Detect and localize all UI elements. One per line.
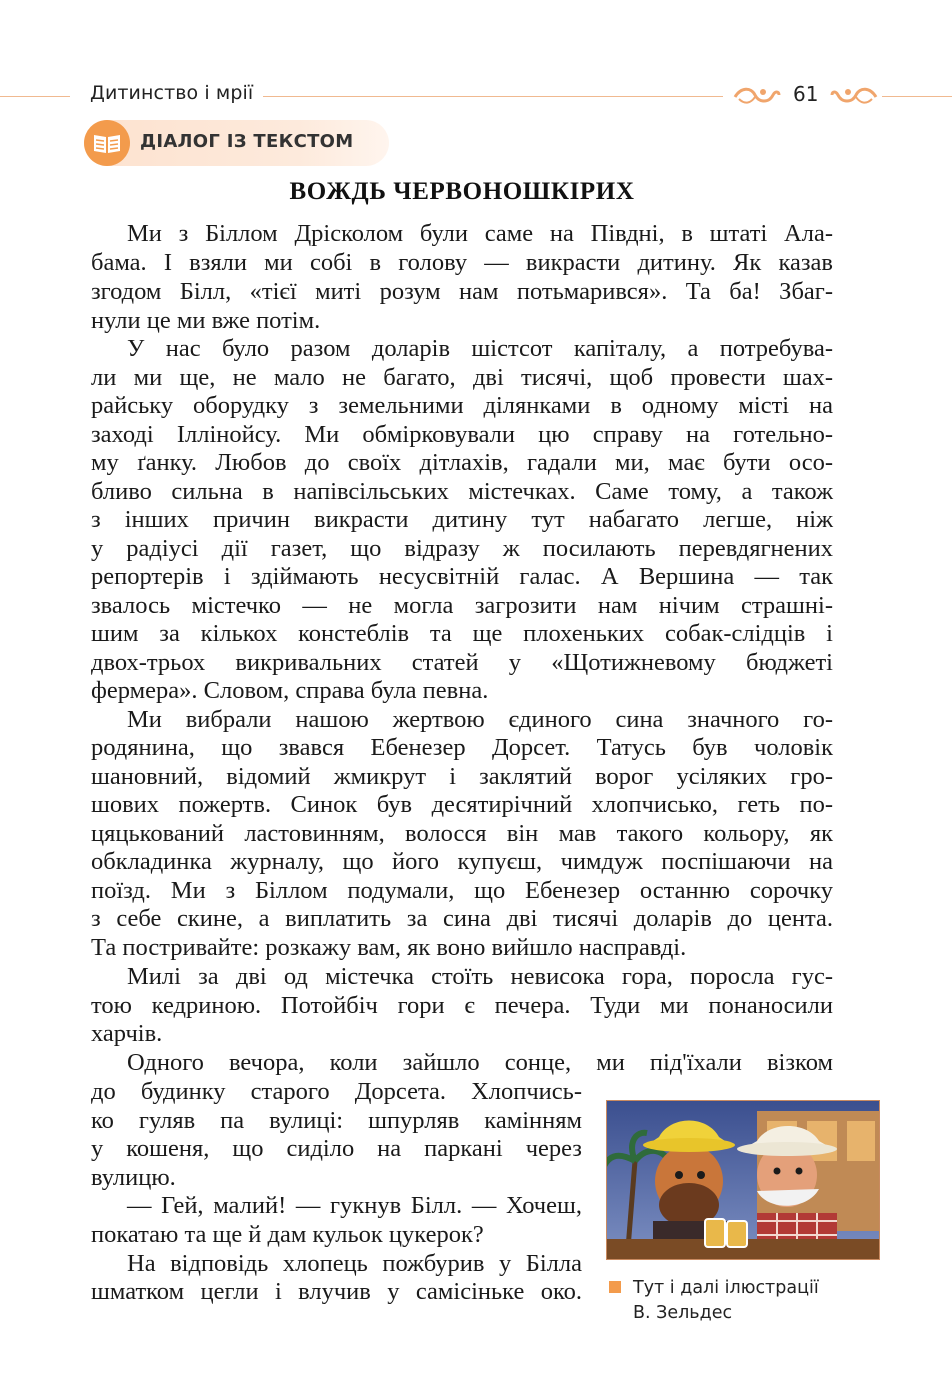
text-line: репортерів і здіймають несусвітній галас. А Вершина — так (91, 563, 833, 590)
text-line: Ми вибрали нашою жертвою єдиного сина значного го- (127, 706, 833, 733)
text-line: шових пожертв. Синок був десятирічний хлопчисько, геть по- (91, 791, 833, 818)
caption-marker (609, 1281, 621, 1293)
page-number: 61 (793, 82, 819, 106)
text-line: Та постривайте: розкажу вам, як воно вийшло насправді. (91, 934, 687, 961)
text-line: поїзд. Ми з Біллом подумали, що Ебенезер останню сорочку (91, 877, 833, 904)
text-line: У нас було разом доларів шістсот капіталу, а потребува- (127, 335, 833, 362)
text-line: му ґанку. Любов до своїх дітлахів, гадали ми, має бути осо- (91, 449, 833, 476)
text-line: Одного вечора, коли зайшло сонце, ми під'їхали візком (127, 1049, 833, 1076)
ornament-right-icon (830, 83, 878, 107)
text-line: шматком цегли і влучив у самісіньке око. (91, 1278, 582, 1305)
text-line: — Гей, малий! — гукнув Білл. — Хочеш, (127, 1192, 582, 1219)
text-line: з інших причин викрасти дитину тут набагато легше, ніж (91, 506, 833, 533)
text-line: фермера». Словом, справа була певна. (91, 677, 489, 704)
text-line: бама. І взяли ми собі в голову — викрасти дитину. Як казав (91, 249, 833, 276)
text-line: Милі за дві од містечка стоїть невисока гора, поросла гус- (127, 963, 833, 990)
text-line: шановний, відомий жмикрут і заклятий ворог усіляких гро- (91, 763, 833, 790)
text-line: звалось містечко — не могла загрозити нам нічим страшні- (91, 592, 833, 619)
text-line: обкладинка журналу, що його купуєш, чимдуж поспішаючи на (91, 848, 833, 875)
header-rule-right (882, 96, 952, 97)
text-line: двох-трьох викривальних статей у «Щотижневому бюджеті (91, 649, 833, 676)
text-line: покатаю та ще й дам кульок цукерок? (91, 1221, 484, 1248)
ornament-left-icon (733, 83, 781, 107)
text-line: у кошеня, що сиділо на паркані через (91, 1135, 582, 1162)
header-rule-left (0, 96, 70, 97)
text-line: вулицю. (91, 1164, 176, 1191)
text-line: у радіусі дії газет, що відразу ж посилають перевдягнених (91, 535, 833, 562)
header-rule-middle (263, 96, 723, 97)
section-banner-label: ДІАЛОГ ІЗ ТЕКСТОМ (140, 131, 354, 152)
text-line: до будинку старого Дорсета. Хлопчись- (91, 1078, 582, 1105)
text-line: тою кедриною. Потойбіч гори є печера. Туди ми понаносили (91, 992, 833, 1019)
text-line: згодом Білл, «тієї миті розум нам потьмарився». Та ба! Збаг- (91, 278, 833, 305)
text-line: шим за кількох констеблів та ще плохеньких собак-слідців і (91, 620, 833, 647)
text-line: родянина, що звався Ебенезер Дорсет. Татусь був чоловік (91, 734, 833, 761)
text-line: бливо сильна в напівсільських містечках. Саме тому, а також (91, 478, 833, 505)
text-line: заході Іллінойсу. Ми обмірковували цю справу на готельно- (91, 421, 833, 448)
story-title: ВОЖДЬ ЧЕРВОНОШКІРИХ (289, 178, 635, 205)
text-line: харчів. (91, 1020, 163, 1047)
text-line: з себе скине, а виплатить за сина дві тисячі доларів до цента. (91, 905, 833, 932)
text-line: ко гуляв па вулиці: шпурляв камінням (91, 1107, 582, 1134)
text-line: райську оборудку з земельними ділянками в одному місті на (91, 392, 833, 419)
running-header-title: Дитинство і мрії (90, 82, 254, 104)
figure-caption-line2: В. Зельдес (633, 1303, 733, 1323)
text-line: Ми з Біллом Дрісколом були саме на Півдні, в штаті Ала- (127, 220, 833, 247)
story-illustration (606, 1100, 880, 1260)
open-book-icon (84, 120, 130, 166)
text-line: ли ми ще, не мало не багато, дві тисячі, щоб провести шах- (91, 364, 833, 391)
text-line: цяцькований ластовинням, волосся він мав такого кольору, як (91, 820, 833, 847)
text-line: нули це ми вже потім. (91, 307, 321, 334)
text-line: На відповідь хлопець пожбурив у Білла (127, 1250, 582, 1277)
figure-caption-line1: Тут і далі ілюстрації (633, 1278, 819, 1298)
